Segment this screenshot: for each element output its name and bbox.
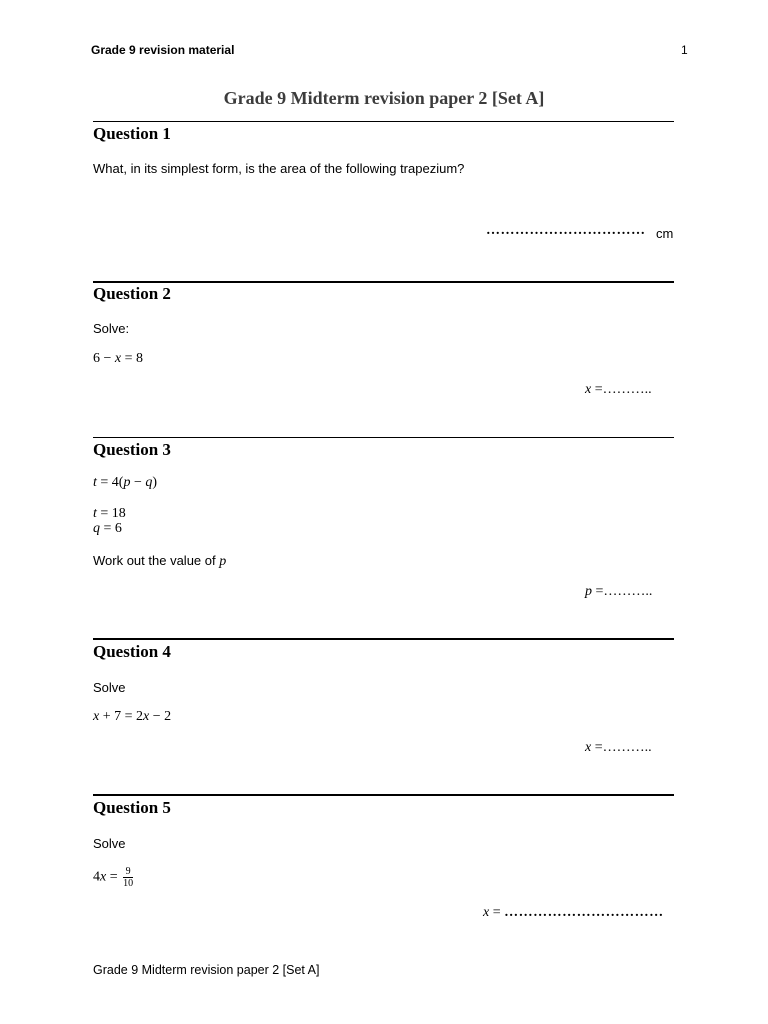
question-1-text: What, in its simplest form, is the area of the following trapezium? [93,161,465,176]
question-2-title: Question 2 [93,284,171,303]
question-4-answer [585,740,652,756]
denominator: 10 [123,878,134,889]
variable: p [219,554,227,569]
given-q [93,521,122,537]
equation-part: − 2 [149,709,172,724]
equals-sign: = [489,905,505,920]
answer-variable: x [585,382,592,397]
answer-dots: =……….. [591,382,652,397]
divider [93,638,674,640]
question-2-answer [585,382,652,398]
question-3-formula [93,475,157,491]
answer-variable: x [483,905,490,920]
question-5-title: Question 5 [93,798,171,817]
divider [93,281,674,283]
instruction: Work out the value of [93,553,220,568]
question-1-unit: cm [656,226,674,241]
question-3-title: Question 3 [93,440,171,459]
equation-part: ) [152,475,158,490]
question-2-equation [93,351,143,367]
divider [93,121,674,122]
variable: q [93,521,100,536]
numerator: 9 [123,866,133,878]
question-2-text: Solve: [93,321,130,336]
question-5-equation [93,866,133,889]
variable: x [143,709,150,724]
question-4-text: Solve [93,680,126,695]
equation-part: 6 − [93,351,115,366]
variable: t [93,506,97,521]
variable: x [100,869,107,885]
page-footer: Grade 9 Midterm revision paper 2 [Set A] [93,963,320,977]
coefficient: 4 [93,869,100,885]
fraction [123,866,133,889]
question-1-answer-line [486,223,646,239]
running-header: Grade 9 revision material [91,43,235,57]
answer-variable: p [585,584,592,599]
equation-part: = [106,869,122,885]
divider [93,794,674,796]
equation-part: + 7 = 2 [99,709,144,724]
variable: q [145,475,153,490]
answer-dots: …………………………… [486,223,646,238]
given-t [93,506,126,522]
equation-part: − [130,475,146,490]
page-number: 1 [681,43,688,57]
question-5-answer [483,905,664,921]
equation-part: = 4( [96,475,124,490]
question-4-equation [93,709,171,725]
answer-dots: =……….. [591,740,652,755]
value: = 6 [100,521,122,536]
answer-dots: =……….. [592,584,653,599]
question-3-text [93,553,226,570]
variable: x [93,709,100,724]
answer-dots: …………………………… [504,905,664,920]
equation-part: = 8 [121,351,144,366]
question-5-text: Solve [93,836,126,851]
divider [93,437,674,438]
variable: p [123,475,131,490]
value: = 18 [96,506,126,521]
page-title: Grade 9 Midterm revision paper 2 [Set A] [223,88,545,108]
question-3-answer [585,584,652,600]
variable: t [93,475,97,490]
variable: x [114,351,122,366]
question-1-title: Question 1 [93,124,171,143]
answer-variable: x [585,740,592,755]
question-4-title: Question 4 [93,642,171,661]
